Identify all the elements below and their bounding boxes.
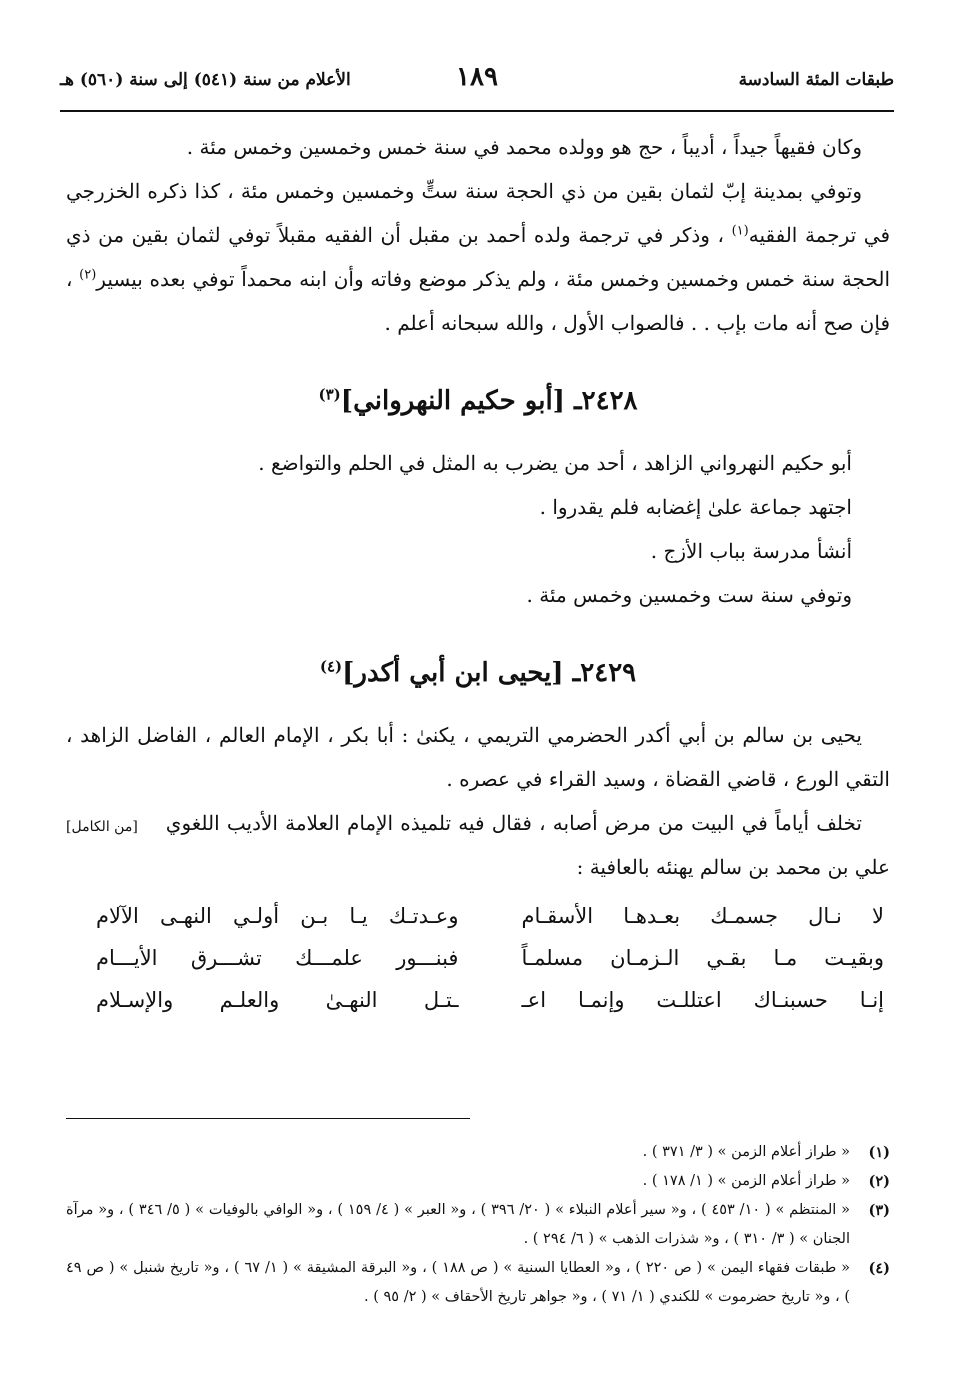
footnote-ref-3[interactable]: (٣) [318, 385, 341, 404]
intro-paragraph-2 [66, 169, 890, 345]
footnote-number: (٢) [868, 1173, 890, 1190]
header-divider [60, 110, 894, 112]
main-text [66, 125, 890, 1021]
entry-2429-heading: ٢٤٢٩ـ [يحيى ابن أبي أكدر] [342, 658, 637, 688]
poem-verse [66, 937, 890, 979]
footnote-number: (١) [868, 1144, 890, 1161]
entry-2429-title [66, 651, 890, 695]
footnote-ref-1[interactable]: (١) [731, 223, 749, 239]
verse-first-hemistich: إنـا حسبنـاك اعتللـت وإنمـا اعـ [521, 988, 884, 1012]
entry-2429-p2-text: تخلف أياماً في البيت من مرض أصابه ، فقال فيه تلميذه الإمام العلامة الأديب اللغوي علي بن محمد بن سالم يهنئه بالعافية : [165, 811, 890, 879]
entry-2428-title [66, 379, 890, 423]
poem-verse [66, 895, 890, 937]
entry-2428-line-3: أنشأ مدرسة بباب الأزج . [650, 539, 852, 563]
header-section-title: طبقات المئة السادسة [738, 70, 894, 90]
verse-first-hemistich: لا نـال جسمـك بعـدهـا الأسقـام [521, 904, 884, 928]
footnote-text: « طراز أعلام الزمن » ( ١/ ١٧٨ ) . [642, 1173, 850, 1189]
footnote-number: (٣) [868, 1202, 890, 1219]
footnote-text: « طراز أعلام الزمن » ( ٣/ ٣٧١ ) . [642, 1144, 850, 1160]
footnote-2 [66, 1167, 890, 1196]
footnote-text: « المنتظم » ( ١٠/ ٤٥٣ ) ، و« سير أعلام النبلاء » ( ٢٠/ ٣٩٦ ) ، و« العبر » ( ٤/ ١٥٩ ) ، و« الوافي بالوفيات » ( ٥/ ٣٤٦ ) ، و« مرآة الجنان » ( ٣/ ٣١٠ ) ، و« شذرات الذهب » ( ٦/ ٢٩٤ ) . [66, 1202, 850, 1247]
poem-verse [66, 979, 890, 1021]
footnote-divider [66, 1118, 470, 1119]
footnote-4 [66, 1254, 890, 1312]
verse-second-hemistich: فبنـــور علمـــك تشـــرق الأيـــام [96, 946, 459, 970]
poem-meter-label: [من الكامل] [66, 819, 138, 835]
running-header [60, 62, 894, 106]
page-number: ١٨٩ [456, 62, 498, 92]
entry-2429-paragraph-2 [66, 801, 890, 889]
intro-p2-part-c: ، فإن صح أنه مات بإب . . فالصواب الأول ، والله سبحانه أعلم . [66, 267, 890, 335]
footnote-1 [66, 1138, 890, 1167]
intro-p2-part-a: وتوفي بمدينة إبّ لثمان بقين من ذي الحجة سنة ستٍّ وخمسين وخمس مئة ، كذا ذكره الخزرجي في ترجمة الفقيه [66, 179, 891, 247]
entry-2429-paragraph-1: يحيى بن سالم بن أبي أكدر الحضرمي التريمي ، يكنىٰ : أبا بكر ، الإمام العالم ، الفاضل الزاهد ، التقي الورع ، قاضي القضاة ، وسيد القراء في عصره . [66, 723, 890, 791]
verse-first-hemistich: وبقيـت مـا بقـي الـزمـان مسلمـاً [521, 946, 884, 970]
entry-2428-heading: ٢٤٢٨ـ [أبو حكيم النهرواني] [340, 386, 638, 416]
poem [66, 895, 890, 1021]
entry-2428-line-1: أبو حكيم النهرواني الزاهد ، أحد من يضرب به المثل في الحلم والتواضع . [258, 451, 852, 475]
header-range-title: الأعلام من سنة (٥٤١) إلى سنة (٥٦٠) هـ [60, 70, 351, 90]
verse-second-hemistich: ـتـل النهـىٰ والعلـم والإسـلام [96, 988, 459, 1012]
intro-paragraph-1: وكان فقيهاً جيداً ، أديباً ، حج هو وولده محمد في سنة خمس وخمسين وخمس مئة . [186, 135, 862, 159]
footnote-ref-4[interactable]: (٤) [319, 657, 343, 676]
intro-p2-part-b: ، وذكر في ترجمة ولده أحمد بن مقبل أن الفقيه مقبلاً توفي لثمان بقين من ذي الحجة سنة خمس وخمسين وخمس مئة ، ولم يذكر موضع وفاته وأن ابنه محمداً توفي بعده بيسير [66, 223, 891, 291]
footnote-3 [66, 1196, 890, 1254]
entry-2428-line-4: وتوفي سنة ست وخمسين وخمس مئة . [526, 583, 852, 607]
footnote-number: (٤) [868, 1260, 890, 1277]
footnotes [66, 1138, 890, 1312]
footnote-ref-2[interactable]: (٢) [79, 267, 97, 283]
footnote-text: « طبقات فقهاء اليمن » ( ص ٢٢٠ ) ، و« العطايا السنية » ( ص ١٨٨ ) ، و« البرقة المشيقة » ( ١/ ٦٧ ) ، و« تاريخ شنبل » ( ص ٤٩ ) ، و« تاريخ حضرموت » للكندي ( ١/ ٧١ ) ، و« جواهر تاريخ الأحقاف » ( ٢/ ٩٥ ) . [66, 1260, 851, 1305]
verse-second-hemistich: وعـدتـك يـا بـن أولـي النهـى الآلام [96, 904, 459, 928]
entry-2428-line-2: اجتهد جماعة علىٰ إغضابه فلم يقدروا . [539, 495, 852, 519]
